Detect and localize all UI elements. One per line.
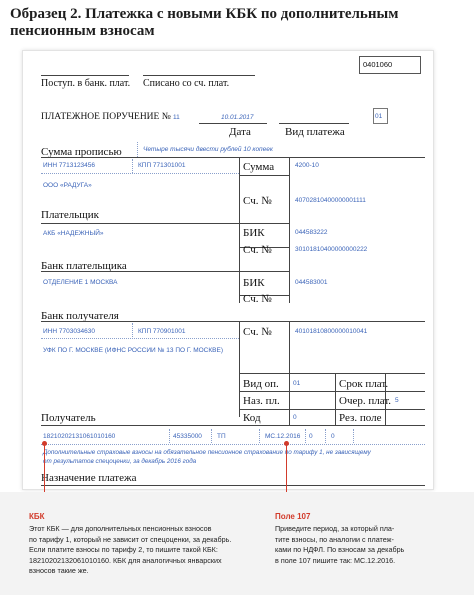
payer-kpp: КПП 771301001 bbox=[138, 162, 186, 169]
recipient-account: 40101810800000010041 bbox=[295, 328, 368, 335]
payer-label: Плательщик bbox=[41, 209, 99, 221]
date-label: Дата bbox=[229, 126, 251, 138]
field107-note-title: Поле 107 bbox=[275, 512, 311, 521]
payer-account: 40702810400000001111 bbox=[295, 197, 366, 204]
field107-note-line: ками по НДФЛ. По взносам за декабрь bbox=[275, 545, 405, 555]
field107-note-line: в поле 107 пишите так: МС.12.2016. bbox=[275, 555, 396, 565]
amount-words-label: Сумма прописью bbox=[41, 146, 122, 158]
payer-bank-name: АКБ «НАДЕЖНЫЙ» bbox=[43, 230, 104, 237]
payer-account-label: Сч. № bbox=[243, 195, 272, 207]
recipient-label: Получатель bbox=[41, 412, 96, 424]
purpose-code-label: Наз. пл. bbox=[243, 395, 280, 407]
order-number: 11 bbox=[173, 114, 180, 121]
recipient-bank-name: ОТДЕЛЕНИЕ 1 МОСКВА bbox=[43, 279, 118, 286]
purpose-text-2: от результатов спецоценки, за декабрь 2016 года bbox=[43, 458, 197, 465]
order-label: ПЛАТЕЖНОЕ ПОРУЧЕНИЕ № bbox=[41, 112, 171, 122]
status-value: 01 bbox=[375, 113, 383, 120]
reserve-label: Рез. поле bbox=[339, 412, 382, 424]
payer-bank-label: Банк плательщика bbox=[41, 260, 127, 272]
payer-inn: ИНН 7713123456 bbox=[43, 162, 96, 169]
term-label: Срок плат. bbox=[339, 378, 389, 390]
period-value: МС.12.2016 bbox=[265, 433, 301, 440]
doc-date-value: 0 bbox=[331, 433, 335, 440]
doc-number-value: 0 bbox=[309, 433, 313, 440]
oktmo-value: 45335000 bbox=[173, 433, 202, 440]
field107-note-line: тите взносы, по аналогии с платеж- bbox=[275, 534, 394, 544]
recipient-account-label: Сч. № bbox=[243, 326, 272, 338]
notes-panel bbox=[0, 492, 474, 595]
amount-words-value: Четыре тысячи двести рублей 10 копеек bbox=[143, 146, 273, 153]
kbk-note-line: Если платите взносы по тарифу 2, то пишите такой КБК: bbox=[29, 545, 218, 555]
code-value: 0 bbox=[293, 414, 297, 421]
period-leader-dot bbox=[284, 441, 289, 446]
op-type-label: Вид оп. bbox=[243, 378, 279, 390]
payment-type-label: Вид платежа bbox=[285, 126, 345, 138]
kbk-note-line: взносов такие же. bbox=[29, 566, 89, 576]
field107-note-line: Приведите период, за который пла- bbox=[275, 524, 395, 533]
recipient-bank-bik: 044583001 bbox=[295, 279, 328, 286]
op-type-value: 01 bbox=[293, 380, 301, 387]
page-title: Образец 2. Платежка с новыми КБК по дополнительным пенсионным взносам bbox=[10, 6, 399, 39]
kbk-note-line: 18210202132061010160. КБК для аналогичных январских bbox=[29, 555, 222, 565]
form-code: 0401060 bbox=[363, 60, 393, 69]
recipient-bank-label: Банк получателя bbox=[41, 310, 119, 322]
recipient-bank-corr-label: Сч. № bbox=[243, 293, 272, 305]
order-date: 10.01.2017 bbox=[221, 114, 254, 121]
purpose-label: Назначение платежа bbox=[41, 472, 137, 484]
payment-order-form bbox=[22, 50, 434, 490]
code-label: Код bbox=[243, 412, 261, 424]
kbk-note-line: по тарифу 1, который не зависит от спецоценки, за декабрь. bbox=[29, 534, 232, 544]
sum-label: Сумма bbox=[243, 161, 275, 173]
received-label: Поступ. в банк. плат. bbox=[41, 78, 131, 89]
recipient-kpp: КПП 770901001 bbox=[138, 328, 186, 335]
kbk-note-title: КБК bbox=[29, 512, 45, 521]
kbk-leader-dot bbox=[42, 441, 47, 446]
recipient-name: УФК ПО Г. МОСКВЕ (ИФНС РОССИИ № 13 ПО Г. МОСКВЕ) bbox=[43, 347, 223, 354]
queue-label: Очер. плат. bbox=[339, 395, 392, 407]
kbk-note-text bbox=[29, 524, 269, 577]
kbk-note-line: Этот КБК — для дополнительных пенсионных взносов bbox=[29, 524, 212, 533]
recipient-inn: ИНН 7703034630 bbox=[43, 328, 96, 335]
field107-note-text bbox=[275, 524, 465, 566]
basis-value: ТП bbox=[217, 433, 226, 440]
recipient-bank-bik-label: БИК bbox=[243, 277, 265, 289]
payer-bank-corr-label: Сч. № bbox=[243, 244, 272, 256]
payer-bank-corr: 30101810400000000222 bbox=[295, 246, 368, 253]
debited-label: Списано со сч. плат. bbox=[143, 78, 230, 89]
queue-value: 5 bbox=[395, 397, 399, 404]
sum-value: 4200-10 bbox=[295, 162, 319, 169]
payer-bank-bik: 044583222 bbox=[295, 229, 328, 236]
payer-bank-bik-label: БИК bbox=[243, 227, 265, 239]
kbk-value: 18210202131061010160 bbox=[43, 433, 116, 440]
purpose-text-1: Дополнительные страховые взносы на обязательное пенсионное страхование по тарифу 1, не зависящему bbox=[43, 449, 371, 456]
payer-name: ООО «РАДУГА» bbox=[43, 182, 92, 189]
